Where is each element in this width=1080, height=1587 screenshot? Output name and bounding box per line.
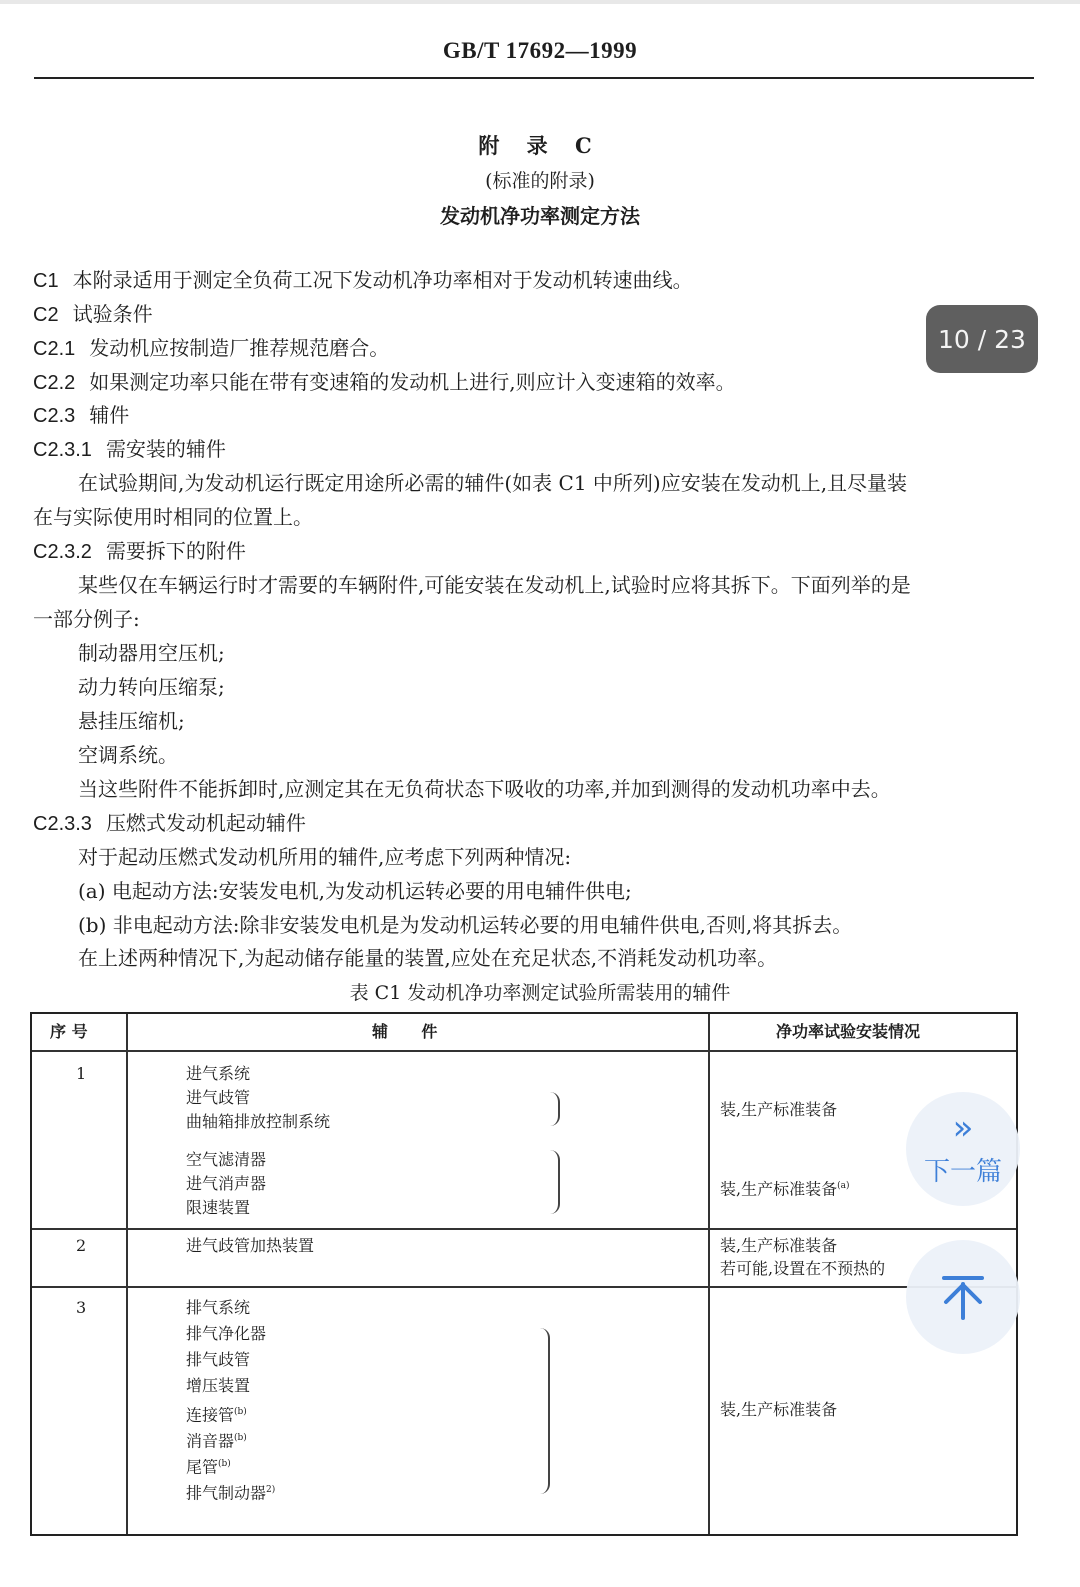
appendix-name: 发动机净功率测定方法 bbox=[440, 204, 640, 228]
paragraph-c1 bbox=[33, 268, 693, 293]
status-text: 装,生产标准装备 bbox=[720, 1179, 838, 1199]
list-item: 空调系统。 bbox=[78, 743, 178, 767]
row-number: 2 bbox=[76, 1236, 87, 1255]
install-status: 装,生产标准装备 bbox=[720, 1100, 838, 1119]
install-status bbox=[720, 1174, 849, 1202]
accessory-item: 排气净化器 bbox=[186, 1324, 267, 1343]
row-number: 1 bbox=[76, 1064, 87, 1083]
row-divider bbox=[32, 1286, 1016, 1288]
accessory-item: 进气歧管 bbox=[186, 1088, 251, 1107]
col-divider bbox=[708, 1014, 710, 1534]
paragraph-text: 某些仅在车辆运行时才需要的车辆附件,可能安装在发动机上,试验时应将其拆下。下面列举的是 bbox=[78, 573, 911, 597]
section-number: C2.1 bbox=[33, 338, 76, 360]
item-text: 消音器 bbox=[186, 1431, 235, 1451]
list-item: 制动器用空压机; bbox=[78, 641, 225, 665]
brace bbox=[550, 1150, 560, 1214]
list-item: (b) 非电起动方法:除非安装发电机是为发动机运转必要的用电辅件供电,否则,将其拆去。 bbox=[78, 913, 853, 937]
row-divider bbox=[32, 1228, 1016, 1230]
heading-c2-3-3 bbox=[33, 811, 306, 836]
accessory-item: 限速装置 bbox=[186, 1198, 251, 1217]
back-to-top-button[interactable] bbox=[906, 1240, 1020, 1354]
list-item: 悬挂压缩机; bbox=[78, 709, 185, 733]
next-article-label: 下一篇 bbox=[923, 1156, 1002, 1187]
top-edge bbox=[0, 0, 1080, 4]
table-caption: 表 C1 发动机净功率测定试验所需装用的辅件 bbox=[349, 982, 731, 1004]
paragraph-c2-2 bbox=[33, 370, 736, 395]
footnote-ref: 2) bbox=[266, 1485, 276, 1495]
section-text: 如果测定功率只能在带有变速箱的发动机上进行,则应计入变速箱的效率。 bbox=[89, 370, 736, 394]
section-number: C2.2 bbox=[33, 372, 76, 394]
page-indicator: 10 / 23 bbox=[926, 305, 1038, 373]
header-divider bbox=[32, 1050, 1016, 1052]
paragraph-c2-1 bbox=[33, 336, 389, 361]
header-accessory: 辅 件 bbox=[372, 1022, 438, 1041]
appendix-title: 附 录 C bbox=[478, 133, 602, 158]
section-number: C2.3 bbox=[33, 405, 76, 427]
paragraph-text: 在与实际使用时相同的位置上。 bbox=[33, 505, 313, 529]
brace bbox=[550, 1092, 560, 1126]
item-text: 排气制动器 bbox=[186, 1483, 267, 1503]
section-text: 发动机应按制造厂推荐规范磨合。 bbox=[89, 336, 390, 360]
heading-c2 bbox=[33, 302, 153, 327]
section-text: 压燃式发动机起动辅件 bbox=[105, 811, 306, 835]
section-number: C2.3.3 bbox=[33, 813, 92, 835]
footnote-ref: (b) bbox=[234, 1433, 247, 1443]
accessory-item: 增压装置 bbox=[186, 1376, 251, 1395]
install-status: 装,生产标准装备 bbox=[720, 1236, 838, 1255]
section-text: 试验条件 bbox=[72, 302, 153, 326]
accessory-item: 排气系统 bbox=[186, 1298, 251, 1317]
brace bbox=[540, 1328, 550, 1494]
section-text: 辅件 bbox=[89, 403, 130, 427]
heading-c2-3-2 bbox=[33, 539, 246, 564]
heading-c2-3-1 bbox=[33, 437, 226, 462]
paragraph-text: 对于起动压燃式发动机所用的辅件,应考虑下列两种情况: bbox=[78, 845, 572, 869]
paragraph-text: 在试验期间,为发动机运行既定用途所必需的辅件(如表 C1 中所列)应安装在发动机上,且尽量装 bbox=[78, 471, 908, 495]
section-number: C2.3.2 bbox=[33, 541, 92, 563]
accessory-item bbox=[186, 1452, 231, 1480]
item-text: 尾管 bbox=[186, 1457, 219, 1477]
accessory-item: 曲轴箱排放控制系统 bbox=[186, 1112, 331, 1131]
accessory-item: 进气消声器 bbox=[186, 1174, 267, 1193]
header-no: 序 号 bbox=[50, 1022, 88, 1041]
header-status: 净功率试验安装情况 bbox=[776, 1022, 921, 1041]
section-number: C2 bbox=[33, 304, 59, 326]
list-item: (a) 电起动方法:安装发电机,为发动机运转必要的用电辅件供电; bbox=[78, 879, 632, 903]
heading-c2-3 bbox=[33, 403, 129, 428]
accessory-item bbox=[186, 1400, 247, 1428]
col-divider bbox=[126, 1014, 128, 1534]
list-item: 动力转向压缩泵; bbox=[78, 675, 225, 699]
accessory-item bbox=[186, 1426, 247, 1454]
header-rule bbox=[34, 77, 1034, 79]
double-chevron-right-icon: » bbox=[952, 1107, 974, 1148]
accessory-item: 排气歧管 bbox=[186, 1350, 251, 1369]
install-status-note: 若可能,设置在不预热的 bbox=[720, 1259, 886, 1278]
arrow-to-top-icon bbox=[938, 1272, 988, 1322]
item-text: 连接管 bbox=[186, 1405, 235, 1425]
appendix-nature: (标准的附录) bbox=[485, 170, 595, 192]
section-number: C1 bbox=[33, 270, 59, 292]
install-status: 装,生产标准装备 bbox=[720, 1400, 838, 1419]
paragraph-text: 在上述两种情况下,为起动储存能量的装置,应处在充足状态,不消耗发动机功率。 bbox=[78, 946, 778, 970]
section-number: C2.3.1 bbox=[33, 439, 92, 461]
paragraph-text: 当这些附件不能拆卸时,应测定其在无负荷状态下吸收的功率,并加到测得的发动机功率中去。 bbox=[78, 777, 891, 801]
section-text: 本附录适用于测定全负荷工况下发动机净功率相对于发动机转速曲线。 bbox=[72, 268, 693, 292]
footnote-ref: (b) bbox=[234, 1407, 247, 1417]
accessory-item: 空气滤清器 bbox=[186, 1150, 267, 1169]
accessory-item bbox=[186, 1478, 275, 1506]
accessory-table bbox=[30, 1012, 1018, 1536]
footnote-ref: (a) bbox=[837, 1181, 850, 1191]
accessory-item: 进气系统 bbox=[186, 1064, 251, 1083]
paragraph-text: 一部分例子: bbox=[33, 607, 140, 631]
row-number: 3 bbox=[76, 1298, 87, 1317]
section-text: 需要拆下的附件 bbox=[105, 539, 246, 563]
next-article-button[interactable] bbox=[906, 1092, 1020, 1206]
standard-header: GB/T 17692—1999 bbox=[442, 38, 638, 63]
footnote-ref: (b) bbox=[218, 1459, 231, 1469]
section-text: 需安装的辅件 bbox=[105, 437, 226, 461]
accessory-item: 进气歧管加热装置 bbox=[186, 1236, 315, 1255]
